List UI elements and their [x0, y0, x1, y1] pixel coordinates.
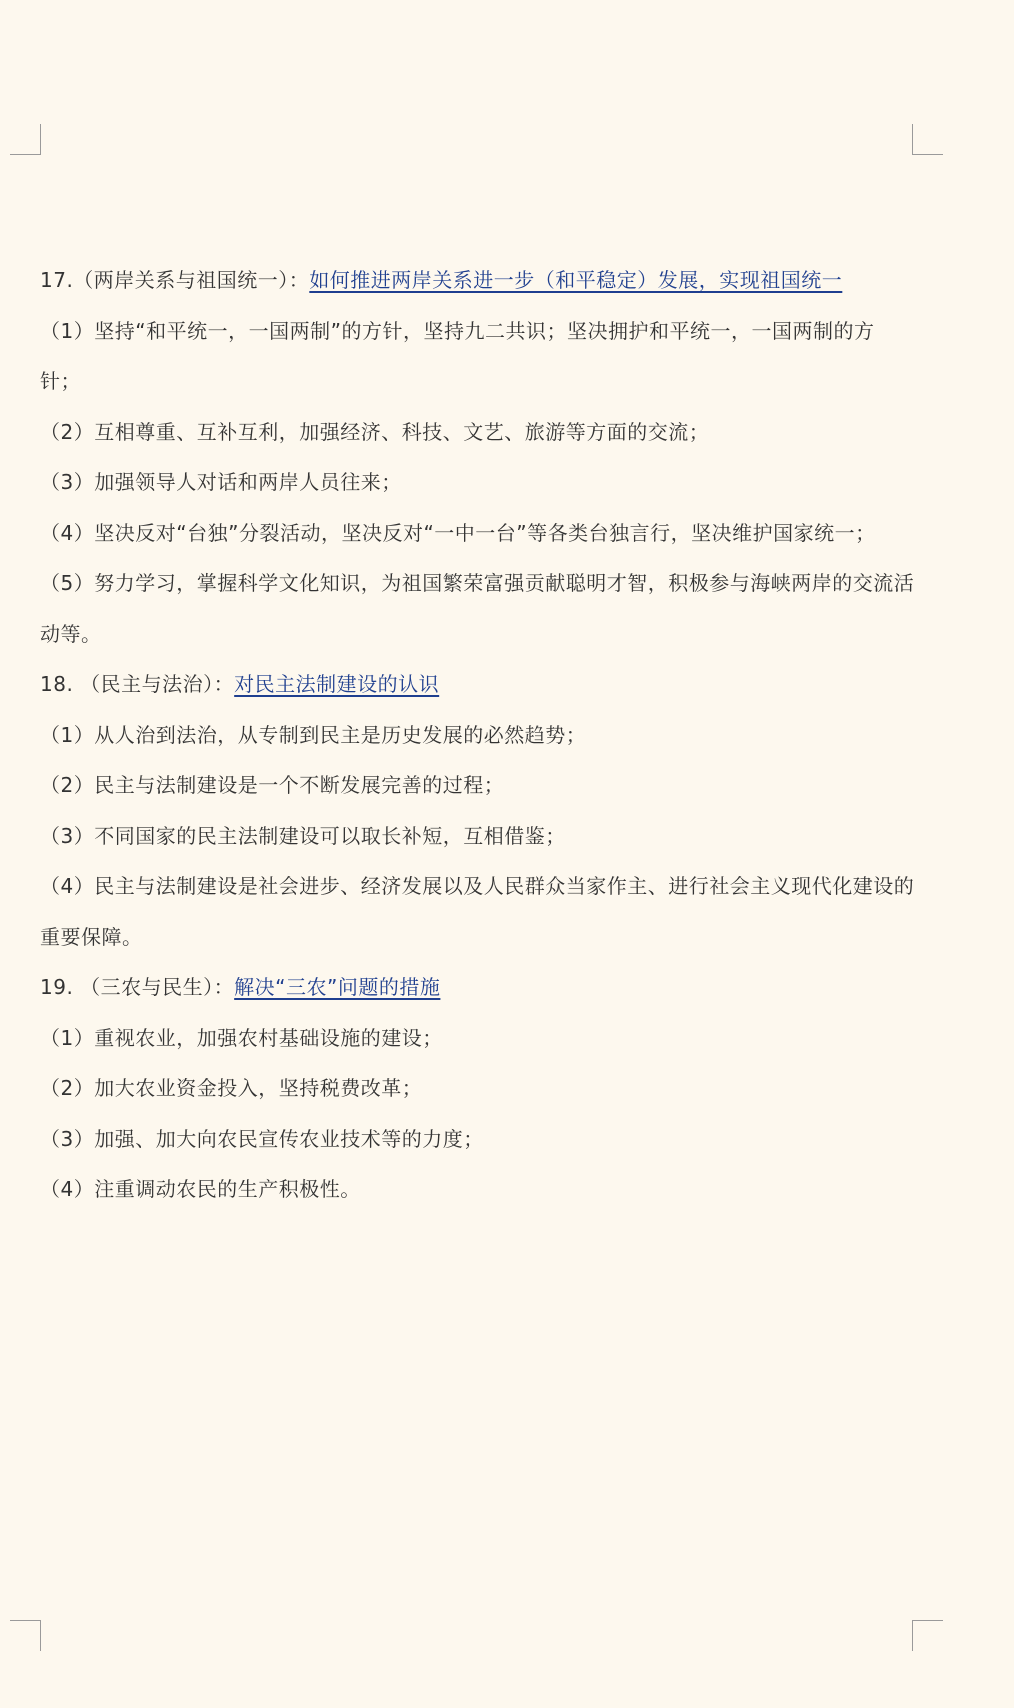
list-item: （2）民主与法制建设是一个不断发展完善的过程；	[40, 773, 505, 797]
crop-mark-bottom-right	[912, 1620, 943, 1651]
list-item: （4）注重调动农民的生产积极性。	[40, 1177, 361, 1201]
crop-mark-top-left	[10, 124, 41, 155]
section-heading-link[interactable]: 对民主法制建设的认识	[234, 672, 440, 696]
list-item: （3）不同国家的民主法制建设可以取长补短，互相借鉴；	[40, 823, 566, 848]
section-heading-link[interactable]: 解决“三农”问题的措施	[234, 975, 441, 999]
section-heading-link[interactable]: 如何推进两岸关系进一步（和平稳定）发展，实现祖国统一	[309, 268, 843, 292]
list-item: （1）从人治到法治，从专制到民主是历史发展的必然趋势；	[40, 722, 587, 747]
list-item: （2）互相尊重、互补互利，加强经济、科技、文艺、旅游等方面的交流；	[40, 419, 710, 444]
crop-mark-bottom-left	[10, 1620, 41, 1651]
crop-mark-top-right	[912, 124, 943, 155]
list-item: （2）加大农业资金投入，坚持税费改革；	[40, 1076, 423, 1100]
list-item: （4）坚决反对“台独”分裂活动，坚决反对“一中一台”等各类台独言行，坚决维护国家统一；	[40, 520, 876, 545]
section-heading	[40, 659, 915, 710]
list-item: （3）加强领导人对话和两岸人员往来；	[40, 470, 402, 494]
list-item: （1）重视农业，加强农村基础设施的建设；	[40, 1025, 443, 1050]
document-body	[40, 255, 915, 1215]
section-heading-prefix: 17.（两岸关系与祖国统一）：	[40, 268, 310, 292]
list-item: （1）坚持“和平统一，一国两制”的方针，坚持九二共识；坚决拥护和平统一，一国两制的方针；	[40, 318, 875, 393]
list-item: （5）努力学习，掌握科学文化知识，为祖国繁荣富强贡献聪明才智，积极参与海峡两岸的交流活动等。	[40, 571, 915, 646]
section-heading-prefix: 18. （民主与法治）：	[40, 672, 235, 696]
list-item: （4）民主与法制建设是社会进步、经济发展以及人民群众当家作主、进行社会主义现代化建设的重要保障。	[40, 874, 915, 949]
section-heading	[40, 255, 915, 306]
section-heading-prefix: 19. （三农与民生）：	[40, 975, 235, 999]
list-item: （3）加强、加大向农民宣传农业技术等的力度；	[40, 1126, 484, 1151]
section-heading	[40, 962, 915, 1013]
